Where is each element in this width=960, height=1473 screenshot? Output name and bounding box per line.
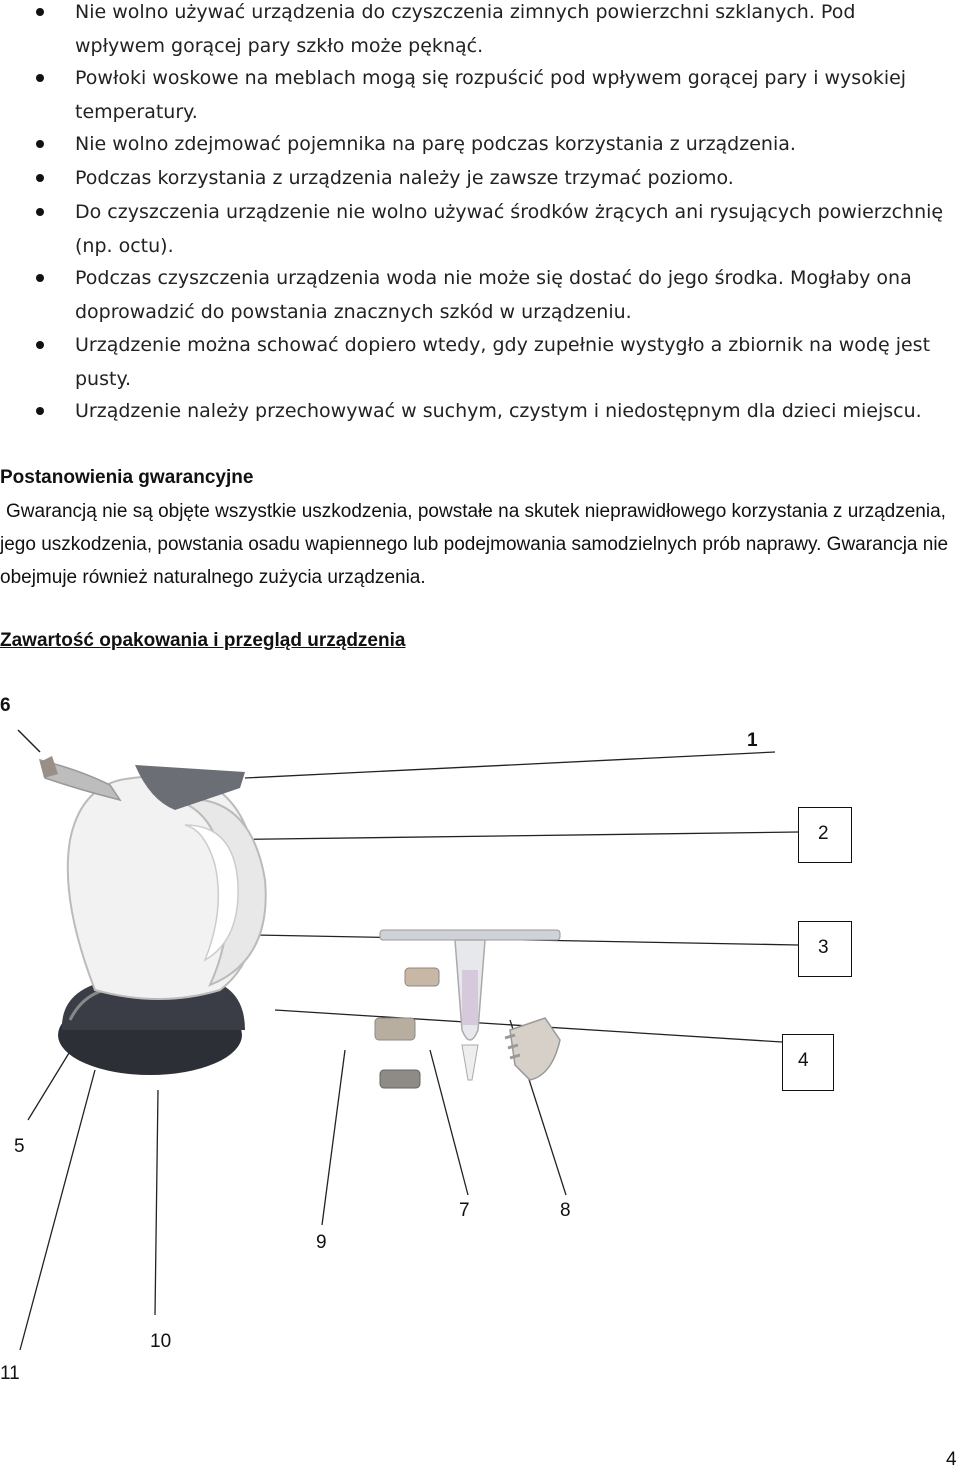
- contents-title: Zawartość opakowania i przegląd urządzenia: [0, 630, 406, 651]
- bullet-item: [0, 329, 960, 396]
- bullet-text: Do czyszczenia urządzenie nie wolno używać środków żrących ani rysujących powierzchnię (np. octu).: [75, 201, 944, 257]
- bullet-text: Urządzenie można schować dopiero wtedy, gdy zupełnie wystygło a zbiornik na wodę jest pusty.: [75, 334, 931, 390]
- leader-line-11: [20, 1070, 95, 1350]
- bullet-item: [0, 128, 960, 162]
- bullet-dot: [36, 74, 44, 82]
- bullet-text: Nie wolno zdejmować pojemnika na parę podczas korzystania z urządzenia.: [75, 133, 796, 155]
- bullet-item: [0, 395, 960, 429]
- bullet-dot: [36, 140, 44, 148]
- bullet-text: Powłoki woskowe na meblach mogą się rozpuścić pod wpływem gorącej pary i wysokiej temperatury.: [75, 67, 907, 123]
- bullet-item: [0, 262, 960, 329]
- label-8: 8: [560, 1200, 571, 1221]
- bullet-text: Urządzenie należy przechowywać w suchym, czystym i niedostępnym dla dzieci miejscu.: [75, 400, 922, 422]
- leader-line-10: [155, 1090, 158, 1315]
- steam-cleaner-body: [40, 756, 266, 1075]
- bullet-dot: [36, 208, 44, 216]
- leader-line-7: [430, 1050, 468, 1195]
- bullet-text: Podczas czyszczenia urządzenia woda nie może się dostać do jego środka. Mogłaby ona doprowadzić do powstania znacznych szkód w urządzeniu.: [75, 267, 912, 323]
- bullet-dot: [36, 407, 44, 415]
- label-3: 3: [818, 937, 829, 958]
- label-9: 9: [316, 1232, 327, 1253]
- label-7: 7: [459, 1200, 470, 1221]
- bullet-item: [0, 62, 960, 129]
- bullet-item: [0, 196, 960, 263]
- leader-line-6: [18, 730, 40, 752]
- bullet-text: Nie wolno używać urządzenia do czyszczenia zimnych powierzchni szklanych. Pod wpływem gorącej pary szkło może pęknąć.: [75, 1, 856, 57]
- page-number: 4: [946, 1449, 957, 1470]
- label-5: 5: [14, 1136, 25, 1157]
- label-6: 6: [0, 695, 11, 716]
- label-4: 4: [798, 1050, 809, 1071]
- warranty-text: Gwarancją nie są objęte wszystkie uszkodzenia, powstałe na skutek nieprawidłowego korzystania z urządzenia, jego uszkodzenia, powstania osadu wapiennego lub podejmowania samodzielnych prób naprawy. Gwarancja nie obejmuje również naturalnego zużycia urządzenia.: [0, 501, 949, 588]
- warranty-title: Postanowienia gwarancyjne: [0, 467, 254, 488]
- bullet-dot: [36, 8, 44, 16]
- leader-line-2: [200, 832, 798, 840]
- bullet-dot: [36, 274, 44, 282]
- bullet-dot: [36, 341, 44, 349]
- leader-line-9: [322, 1050, 345, 1225]
- bullet-text: Podczas korzystania z urządzenia należy je zawsze trzymać poziomo.: [75, 167, 734, 189]
- bullet-dot: [36, 174, 44, 182]
- label-1: 1: [747, 730, 758, 751]
- label-11: 11: [0, 1363, 20, 1384]
- label-2: 2: [818, 823, 829, 844]
- label-10: 10: [150, 1331, 172, 1352]
- leader-line-1: [245, 752, 775, 778]
- bullet-item: [0, 0, 960, 63]
- bullet-item: [0, 162, 960, 196]
